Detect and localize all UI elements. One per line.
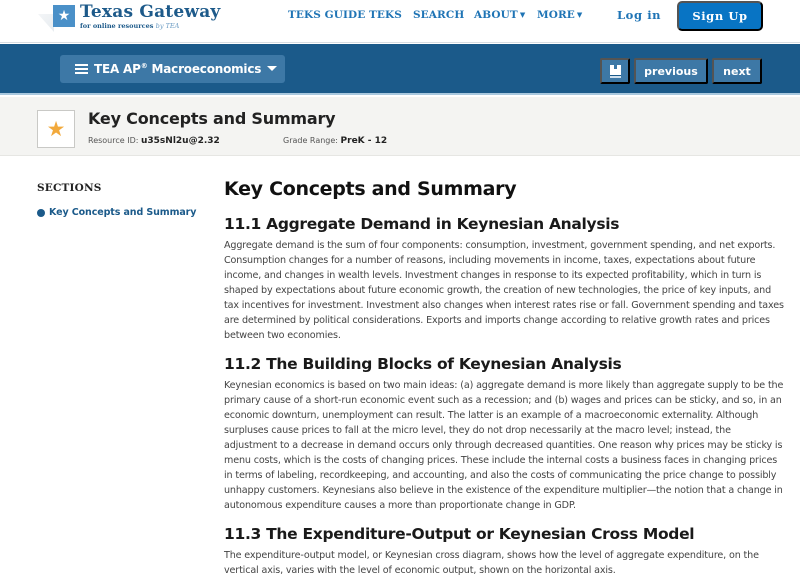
resource-id-value: u35sNl2u@2.32: [141, 136, 220, 146]
next-button[interactable]: next: [712, 58, 762, 84]
nav-more-label: MORE: [537, 9, 575, 21]
grade-range-value: PreK - 12: [340, 136, 388, 146]
main-content: [224, 176, 784, 588]
section-body-11-2: Keynesian economics is based on two main ideas: (a) aggregate demand is more likely than aggregate supply to be the primary cause of a short-run economic event such as a recession; and (b) wages and prices can be sticky, and so, in an economic downturn, unemployment can result. The latter is an example of a macroeconomic externality. Although surpluses cause prices to fall at the micro level, they do not drop necessarily at the macro level; instead, the adjustment to a decrease in demand occurs only through decreased quantities. One reason why prices may be sticky is menu costs, which is the costs of changing prices. These include the internal costs a business faces in changing prices in terms of labeling, recordkeeping, and accounting, and also the costs of communicating the price change to possibly unhappy customers. Keynesians also believe in the existence of the expenditure multiplier—the notion that a change in autonomous expenditure causes a more than proportionate change in GDP.: [224, 380, 784, 511]
section-heading-11-3: 11.3 The Expenditure-Output or Keynesian Cross Model: [224, 525, 695, 543]
registered-mark: ®: [140, 62, 148, 70]
logo-swoosh-decoration: [38, 14, 54, 32]
logo-subtitle-text: for online resources: [80, 22, 154, 30]
course-name-suffix: Macroeconomics: [147, 62, 262, 76]
caret-down-icon: ▼: [576, 10, 583, 19]
nav-about-label: ABOUT: [474, 9, 518, 21]
nav-teks[interactable]: [369, 9, 402, 21]
section-body-11-1: Aggregate demand is the sum of four components: consumption, investment, government spending, and net exports. Consumption changes for a number of reasons, including movements in income, taxes, expectations about future income, and changes in wealth levels. Investment changes in response to its expected profitability, which in turn is shaped by expectations about future economic growth, the creation of new technologies, the price of key inputs, and tax incentives for investment. Investment also changes when interest rates rise or fall. Government spending and taxes are determined by political considerations. Exports and imports change according to relative growth rates and prices between two economies.: [224, 240, 784, 341]
previous-button[interactable]: previous: [634, 58, 708, 84]
page-title: Key Concepts and Summary: [224, 178, 517, 200]
nav-teks-guide-label: TEKS GUIDE: [288, 9, 366, 21]
grade-range-label: Grade Range:: [283, 136, 341, 145]
course-dropdown[interactable]: [60, 55, 285, 83]
grade-range: [283, 136, 387, 146]
nav-teks-label: TEKS: [369, 9, 402, 21]
nav-more[interactable]: [537, 9, 582, 21]
resource-header: [0, 97, 800, 156]
signup-button[interactable]: Sign Up: [677, 1, 763, 31]
logo-subtitle: [80, 22, 260, 30]
sections-heading: SECTIONS: [37, 182, 102, 194]
section-heading-11-2: 11.2 The Building Blocks of Keynesian Analysis: [224, 355, 622, 373]
section-heading-11-1: 11.1 Aggregate Demand in Keynesian Analysis: [224, 215, 620, 233]
logo-subtitle-by: by TEA: [155, 22, 180, 30]
favorite-star-icon[interactable]: ★: [37, 110, 75, 148]
book-icon: [610, 65, 621, 78]
book-button[interactable]: [600, 58, 630, 84]
nav-search[interactable]: [413, 9, 464, 21]
chevron-down-icon: [267, 66, 277, 71]
login-link[interactable]: Log in: [617, 8, 662, 22]
site-header: [0, 0, 800, 43]
resource-id: [88, 136, 220, 146]
sidebar-item-key-concepts[interactable]: [37, 207, 196, 218]
course-bar: [0, 44, 800, 95]
logo-title: Texas Gateway: [80, 2, 221, 22]
sidebar-item-label: Key Concepts and Summary: [49, 207, 197, 218]
course-name: [94, 62, 261, 76]
resource-title: Key Concepts and Summary: [88, 109, 336, 128]
course-name-prefix: TEA AP: [94, 62, 141, 76]
resource-id-label: Resource ID:: [88, 136, 141, 145]
logo-star-icon: ★: [53, 5, 75, 27]
nav-about[interactable]: [474, 9, 525, 21]
caret-down-icon: ▼: [519, 10, 526, 19]
hamburger-menu-icon: [75, 64, 88, 74]
active-bullet-icon: [37, 209, 45, 217]
nav-teks-guide[interactable]: [288, 9, 365, 21]
logo-text: [80, 2, 260, 30]
nav-search-label: SEARCH: [413, 9, 465, 21]
section-body-11-3: The expenditure-output model, or Keynesian cross diagram, shows how the level of aggregate expenditure, on the vertical axis, varies with the level of economic output, shown on the horizontal axis.: [224, 550, 759, 576]
